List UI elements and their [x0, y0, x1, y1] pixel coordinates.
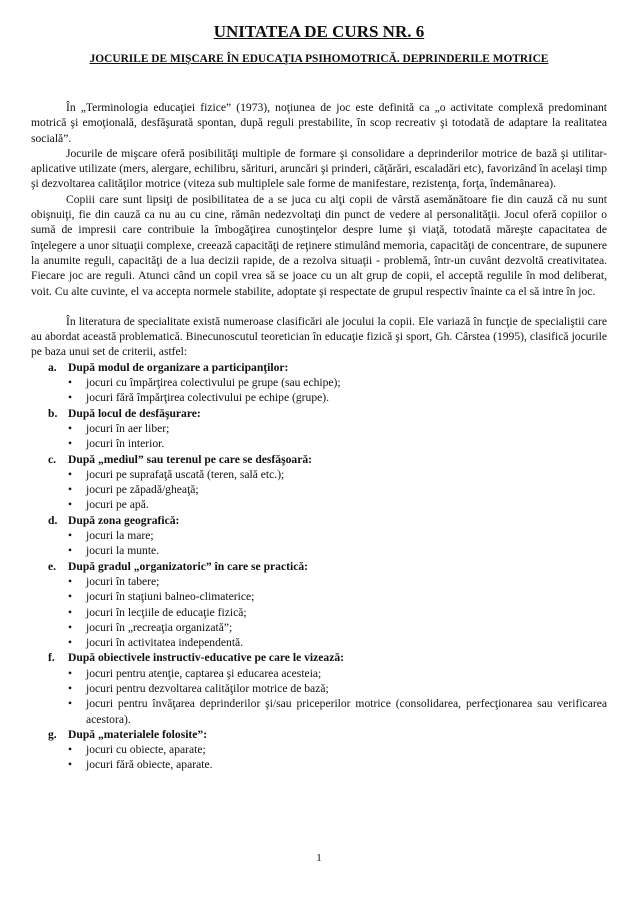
bullet-icon	[68, 574, 86, 589]
bullet-icon	[68, 497, 86, 512]
spacer	[31, 299, 607, 314]
bullet-icon	[68, 482, 86, 497]
bullet-icon	[68, 543, 86, 558]
bullet-icon	[68, 467, 86, 482]
paragraph-children-play: Copiii care sunt lipsiţi de posibilitatea de a se juca cu alţi copii de vârstă asemănătoare fie din cauză că nu sunt obişnuiţi, fie din cauză ca nu au cu cine, rămân nedezvoltaţi din punct de vedere al personalităţii. Jocul oferă copiilor o sumă de impresii care contribuie la îmbogăţirea cunoştinţelor despre lume şi viaţă, totodată măreşte capacitatea de înţelegere a unor situaţii complexe, creează capacităţi de reţinere stimulând memoria, capacităţi de concentrare, de supunere la anumite reguli, capacităţi de a lua decizii rapide, de a rezolva situaţii - problemă, într-un cuvânt dezvoltă creativitatea. Fiecare joc are reguli. Atunci când un copil vrea să se joace cu un alt grup de copii, el acceptă regulile în mod deliberat, voit. Cu alte cuvinte, el va accepta normele stabilite, adoptate şi respectate de grupul respectiv înainte ca el să intre în joc.	[31, 192, 607, 298]
criterion-a	[31, 360, 607, 406]
list-item: • jocuri fără obiecte, aparate.	[68, 757, 607, 772]
criterion-g	[31, 727, 607, 773]
list-item: • jocuri pe apă.	[68, 497, 607, 512]
list-item: • jocuri în aer liber;	[68, 421, 607, 436]
list-item: • jocuri pe suprafaţă uscată (teren, sală etc.);	[68, 467, 607, 482]
criterion-heading: După „materialele folosite”:	[68, 727, 208, 741]
paragraph-definition: În „Terminologia educaţiei fizice” (1973), noţiunea de joc este definită ca „o activitate complexă predominant motrică şi emoţională, desfăşurată spontan, după reguli prestabilite, în scop recreativ şi totodată de adaptare la realitatea socială”.	[31, 101, 607, 145]
list-item: • jocuri fără împărţirea colectivului pe echipe (grupe).	[68, 390, 607, 405]
list-item: • jocuri la mare;	[68, 528, 607, 543]
paragraph-movement-games: Jocurile de mişcare oferă posibilităţi multiple de formare şi consolidare a deprinderilor motrice de bază şi utilitar-aplicative utilizate (mers, alergare, echilibru, sărituri, aruncări şi prinderi, căţărări, escaladări etc), favorizând în acelaşi timp şi dezvoltarea calităţilor motrice (viteza sub multiplele sale forme de manifestare, rezistenţa, forţa, îndemânarea).	[31, 146, 607, 191]
criterion-c	[31, 452, 607, 513]
page-number: 1	[316, 852, 322, 864]
criterion-f	[31, 650, 607, 726]
list-item: • jocuri în „recreaţia organizată”;	[68, 620, 607, 635]
unit-title: UNITATEA DE CURS NR. 6	[213, 22, 425, 41]
list-item: • jocuri în lecţiile de educaţie fizică;	[68, 605, 607, 620]
criterion-letter: a.	[48, 360, 57, 374]
list-item: • jocuri cu împărţirea colectivului pe grupe (sau echipe);	[68, 375, 607, 390]
list-item: • jocuri pentru atenţie, captarea şi educarea acesteia;	[68, 666, 607, 681]
criterion-b	[31, 406, 607, 452]
criterion-d	[31, 513, 607, 559]
list-item: • jocuri pentru dezvoltarea calităţilor motrice de bază;	[68, 681, 607, 696]
bullet-icon	[68, 742, 86, 757]
list-item: • jocuri pentru învăţarea deprinderilor şi/sau priceperilor motrice (consolidarea, perfecţionarea sau verificarea acestora).	[68, 696, 607, 727]
bullet-icon	[68, 605, 86, 620]
criterion-letter: c.	[48, 452, 57, 466]
list-item: • jocuri pe zăpadă/gheaţă;	[68, 482, 607, 497]
bullet-icon	[68, 757, 86, 772]
criterion-letter: e.	[48, 559, 57, 573]
bullet-icon	[68, 390, 86, 405]
criterion-letter: g.	[48, 727, 57, 741]
criterion-heading: După „mediul” sau terenul pe care se desfăşoară:	[68, 452, 313, 466]
bullet-icon	[68, 436, 86, 451]
list-item: • jocuri în tabere;	[68, 574, 607, 589]
bullet-icon	[68, 375, 86, 390]
unit-subtitle: JOCURILE DE MIŞCARE ÎN EDUCAŢIA PSIHOMOTRICĂ. DEPRINDERILE MOTRICE	[89, 53, 549, 65]
criterion-e	[31, 559, 607, 651]
list-item: • jocuri la munte.	[68, 543, 607, 558]
criterion-heading: După modul de organizare a participanţilor:	[68, 360, 289, 374]
list-item: • jocuri în activitatea independentă.	[68, 635, 607, 650]
bullet-icon	[68, 421, 86, 436]
criterion-letter: f.	[48, 651, 55, 665]
bullet-icon	[68, 589, 86, 604]
criterion-letter: b.	[48, 406, 58, 420]
bullet-icon	[68, 681, 86, 696]
bullet-icon	[68, 666, 86, 681]
list-item: • jocuri cu obiecte, aparate;	[68, 742, 607, 757]
document-body	[31, 100, 607, 773]
criterion-heading: După locul de desfăşurare:	[68, 406, 201, 420]
bullet-icon	[68, 528, 86, 543]
criterion-heading: După gradul „organizatoric” în care se practică:	[68, 559, 308, 573]
list-item: • jocuri în interior.	[68, 436, 607, 451]
criterion-heading: După zona geografică:	[68, 513, 180, 527]
criterion-heading: După obiectivele instructiv-educative pe care le vizează:	[68, 651, 345, 665]
criterion-letter: d.	[48, 513, 58, 527]
list-item: • jocuri în staţiuni balneo-climaterice;	[68, 589, 607, 604]
bullet-icon	[68, 696, 86, 727]
bullet-icon	[68, 620, 86, 635]
paragraph-classification: În literatura de specialitate există numeroase clasificări ale jocului la copii. Ele variază în funcţie de specialiştii care au abordat această problematică. Binecunoscutul teoretician în educaţie fizică şi sport, Gh. Cârstea (1995), clasifică jocurile pe baza unui set de criterii, astfel:	[31, 314, 607, 359]
bullet-icon	[68, 635, 86, 650]
